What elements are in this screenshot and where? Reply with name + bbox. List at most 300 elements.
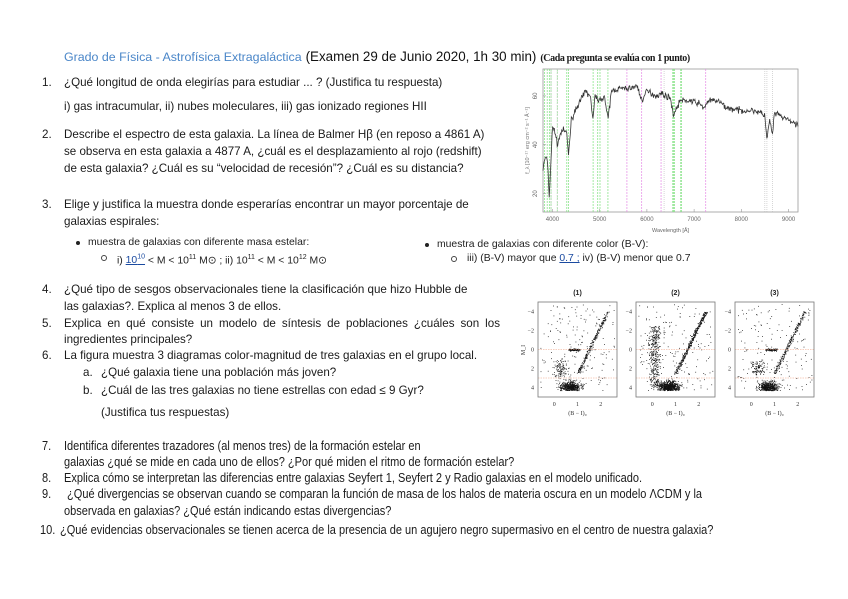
star-point xyxy=(771,351,772,352)
star-point xyxy=(787,345,788,346)
star-point xyxy=(565,385,566,386)
star-point xyxy=(568,374,569,375)
star-point xyxy=(659,360,660,361)
star-point xyxy=(760,370,761,371)
star-point xyxy=(810,382,811,383)
question-7-text: Identifica diferentes trazadores (al menos tres) de la formación estelar en xyxy=(64,438,421,453)
question-10-text: ¿Qué evidencias observacionales se tienen acerca de la presencia de un agujero negro supermasivo en el centro de nuestra galaxia? xyxy=(60,522,714,537)
star-point xyxy=(679,348,680,349)
star-point xyxy=(684,354,685,355)
star-point xyxy=(582,364,583,365)
star-point xyxy=(767,364,768,365)
star-point xyxy=(579,390,580,391)
star-point xyxy=(661,389,662,390)
star-point xyxy=(767,369,768,370)
star-point xyxy=(647,368,648,369)
star-point xyxy=(653,353,654,354)
star-point xyxy=(695,333,696,334)
star-point xyxy=(582,342,583,343)
star-point xyxy=(566,368,567,369)
star-point xyxy=(602,326,603,327)
star-point xyxy=(649,340,650,341)
star-point xyxy=(746,313,747,314)
star-point xyxy=(607,384,608,385)
star-point xyxy=(791,337,792,338)
question-8-text: Explica cómo se interpretan las diferencias entre galaxias Seyfert 1, Seyfert 2 y Radio galaxias en el modelo unificado. xyxy=(64,470,643,485)
star-point xyxy=(680,369,681,370)
star-point xyxy=(564,385,565,386)
star-point xyxy=(577,350,578,351)
star-point xyxy=(656,359,657,360)
star-point xyxy=(701,388,702,389)
star-point xyxy=(662,390,663,391)
star-point xyxy=(756,386,757,387)
star-point xyxy=(763,389,764,390)
star-point xyxy=(791,341,792,342)
star-point xyxy=(650,352,651,353)
star-point xyxy=(680,385,681,386)
star-point xyxy=(666,385,667,386)
star-point xyxy=(703,320,704,321)
star-point xyxy=(659,338,660,339)
star-point xyxy=(563,384,564,385)
star-point xyxy=(656,317,657,318)
star-point xyxy=(640,357,641,358)
star-point xyxy=(652,364,653,365)
star-point xyxy=(587,355,588,356)
star-point xyxy=(660,384,661,385)
star-point xyxy=(574,385,575,386)
star-point xyxy=(574,390,575,391)
star-point xyxy=(767,387,768,388)
star-point xyxy=(757,382,758,383)
star-point xyxy=(759,366,760,367)
star-point xyxy=(781,363,782,364)
star-point xyxy=(682,307,683,308)
star-point xyxy=(656,365,657,366)
star-point xyxy=(677,388,678,389)
star-point xyxy=(696,330,697,331)
star-point xyxy=(654,342,655,343)
star-point xyxy=(590,350,591,351)
star-point xyxy=(660,362,661,363)
star-point xyxy=(653,384,654,385)
star-point xyxy=(690,341,691,342)
star-point xyxy=(677,309,678,310)
star-point xyxy=(593,347,594,348)
star-point xyxy=(793,336,794,337)
star-point xyxy=(778,389,779,390)
star-point xyxy=(778,364,779,365)
star-point xyxy=(607,313,608,314)
star-point xyxy=(763,388,764,389)
star-point xyxy=(701,320,702,321)
star-point xyxy=(780,390,781,391)
star-point xyxy=(571,347,572,348)
star-point xyxy=(561,385,562,386)
star-point xyxy=(680,362,681,363)
star-point xyxy=(771,381,772,382)
star-point xyxy=(653,341,654,342)
star-point xyxy=(676,371,677,372)
star-point xyxy=(561,374,562,375)
star-point xyxy=(782,385,783,386)
color-magnitude-diagrams xyxy=(505,282,820,422)
star-point xyxy=(699,322,700,323)
star-point xyxy=(669,389,670,390)
star-point xyxy=(598,379,599,380)
star-point xyxy=(655,336,656,337)
star-point xyxy=(667,383,668,384)
star-point xyxy=(774,350,775,351)
x-tick-label: 0 xyxy=(552,402,556,408)
star-point xyxy=(706,313,707,314)
star-point xyxy=(558,364,559,365)
star-point xyxy=(563,389,564,390)
star-point xyxy=(664,337,665,338)
star-point xyxy=(693,339,694,340)
star-point xyxy=(593,345,594,346)
star-point xyxy=(659,385,660,386)
star-point xyxy=(684,372,685,373)
star-point xyxy=(656,335,657,336)
star-point xyxy=(655,352,656,353)
star-point xyxy=(756,374,757,375)
star-point xyxy=(676,372,677,373)
y-tick-label: −2 xyxy=(724,328,731,335)
star-point xyxy=(663,385,664,386)
star-point xyxy=(578,351,579,352)
star-point xyxy=(657,346,658,347)
star-point xyxy=(659,384,660,385)
star-point xyxy=(787,385,788,386)
star-point xyxy=(573,382,574,383)
star-point xyxy=(571,389,572,390)
star-point xyxy=(678,368,679,369)
star-point xyxy=(701,385,702,386)
star-point xyxy=(653,370,654,371)
star-point xyxy=(695,331,696,332)
question-number: 7. xyxy=(42,438,52,453)
star-point xyxy=(560,390,561,391)
star-point xyxy=(583,372,584,373)
star-point xyxy=(708,345,709,346)
star-point xyxy=(558,380,559,381)
star-point xyxy=(662,389,663,390)
star-point xyxy=(577,388,578,389)
star-point xyxy=(577,373,578,374)
star-point xyxy=(662,386,663,387)
star-point xyxy=(671,384,672,385)
star-point xyxy=(666,322,667,323)
star-point xyxy=(560,378,561,379)
star-point xyxy=(659,331,660,332)
star-point xyxy=(657,372,658,373)
star-point xyxy=(691,341,692,342)
star-point xyxy=(657,365,658,366)
star-point xyxy=(661,388,662,389)
star-point xyxy=(657,380,658,381)
star-point xyxy=(769,385,770,386)
star-point xyxy=(759,385,760,386)
star-point xyxy=(679,368,680,369)
star-point xyxy=(656,382,657,383)
star-point xyxy=(655,330,656,331)
star-point xyxy=(660,382,661,383)
star-point xyxy=(651,357,652,358)
sub-bullet-icon xyxy=(451,256,457,262)
star-point xyxy=(652,373,653,374)
star-point xyxy=(756,314,757,315)
star-point xyxy=(559,376,560,377)
bullet-icon xyxy=(425,243,429,247)
star-point xyxy=(640,350,641,351)
star-point xyxy=(576,316,577,317)
star-point xyxy=(596,317,597,318)
star-point xyxy=(811,359,812,360)
star-point xyxy=(578,384,579,385)
star-point xyxy=(694,389,695,390)
star-point xyxy=(692,384,693,385)
star-point xyxy=(600,325,601,326)
star-point xyxy=(758,386,759,387)
star-point xyxy=(658,388,659,389)
star-point xyxy=(793,334,794,335)
star-point xyxy=(590,349,591,350)
star-point xyxy=(642,364,643,365)
star-point xyxy=(656,352,657,353)
star-point xyxy=(668,390,669,391)
star-point xyxy=(653,307,654,308)
star-point xyxy=(597,330,598,331)
star-point xyxy=(648,343,649,344)
star-point xyxy=(641,336,642,337)
star-point xyxy=(682,334,683,335)
star-point xyxy=(606,354,607,355)
star-point xyxy=(756,388,757,389)
star-point xyxy=(782,356,783,357)
star-point xyxy=(578,388,579,389)
star-point xyxy=(738,329,739,330)
star-point xyxy=(588,352,589,353)
star-point xyxy=(577,330,578,331)
star-point xyxy=(792,341,793,342)
star-point xyxy=(787,361,788,362)
star-point xyxy=(679,363,680,364)
star-point xyxy=(558,361,559,362)
star-point xyxy=(806,384,807,385)
star-point xyxy=(798,328,799,329)
star-point xyxy=(648,344,649,345)
star-point xyxy=(706,314,707,315)
star-point xyxy=(655,369,656,370)
star-point xyxy=(784,388,785,389)
star-point xyxy=(676,367,677,368)
star-point xyxy=(676,363,677,364)
star-point xyxy=(679,369,680,370)
star-point xyxy=(605,317,606,318)
star-point xyxy=(563,367,564,368)
star-point xyxy=(591,346,592,347)
star-point xyxy=(566,369,567,370)
star-point xyxy=(581,367,582,368)
star-point xyxy=(665,389,666,390)
star-point xyxy=(569,386,570,387)
star-point xyxy=(584,360,585,361)
star-point xyxy=(741,332,742,333)
star-point xyxy=(567,382,568,383)
star-point xyxy=(673,356,674,357)
star-point xyxy=(789,389,790,390)
star-point xyxy=(707,334,708,335)
star-point xyxy=(675,356,676,357)
star-point xyxy=(656,385,657,386)
star-point xyxy=(694,334,695,335)
star-point xyxy=(746,350,747,351)
star-point xyxy=(747,373,748,374)
star-point xyxy=(692,352,693,353)
star-point xyxy=(776,381,777,382)
star-point xyxy=(654,386,655,387)
star-point xyxy=(551,324,552,325)
star-point xyxy=(809,314,810,315)
star-point xyxy=(767,323,768,324)
star-point xyxy=(798,323,799,324)
star-point xyxy=(777,384,778,385)
star-point xyxy=(599,324,600,325)
star-point xyxy=(671,387,672,388)
star-point xyxy=(651,388,652,389)
star-point xyxy=(805,313,806,314)
star-point xyxy=(565,390,566,391)
sub-bullet-icon xyxy=(101,255,107,261)
star-point xyxy=(685,357,686,358)
star-point xyxy=(649,359,650,360)
star-point xyxy=(559,383,560,384)
star-point xyxy=(582,336,583,337)
star-point xyxy=(669,381,670,382)
star-point xyxy=(761,365,762,366)
star-point xyxy=(559,367,560,368)
star-point xyxy=(583,363,584,364)
star-point xyxy=(779,368,780,369)
star-point xyxy=(788,371,789,372)
star-point xyxy=(764,371,765,372)
star-point xyxy=(793,332,794,333)
star-point xyxy=(575,381,576,382)
star-point xyxy=(682,359,683,360)
star-point xyxy=(761,366,762,367)
star-point xyxy=(800,318,801,319)
star-point xyxy=(649,364,650,365)
star-point xyxy=(655,339,656,340)
star-point xyxy=(597,336,598,337)
star-point xyxy=(588,366,589,367)
star-point xyxy=(745,381,746,382)
star-point xyxy=(649,338,650,339)
star-point xyxy=(763,374,764,375)
star-point xyxy=(554,374,555,375)
star-point xyxy=(663,389,664,390)
star-point xyxy=(657,359,658,360)
star-point xyxy=(602,323,603,324)
star-point xyxy=(688,349,689,350)
star-point xyxy=(763,381,764,382)
star-point xyxy=(558,330,559,331)
star-point xyxy=(572,307,573,308)
star-point xyxy=(812,375,813,376)
star-point xyxy=(584,384,585,385)
star-point xyxy=(671,382,672,383)
star-point xyxy=(766,351,767,352)
star-point xyxy=(649,345,650,346)
star-point xyxy=(613,370,614,371)
star-point xyxy=(689,374,690,375)
star-point xyxy=(783,358,784,359)
star-point xyxy=(658,374,659,375)
star-point xyxy=(676,370,677,371)
star-point xyxy=(604,352,605,353)
star-point xyxy=(595,337,596,338)
star-point xyxy=(783,354,784,355)
x-tick-label: 4000 xyxy=(545,217,560,223)
star-point xyxy=(790,341,791,342)
star-point xyxy=(655,377,656,378)
star-point xyxy=(792,340,793,341)
star-point xyxy=(561,389,562,390)
star-point xyxy=(657,384,658,385)
panel-title: (1) xyxy=(573,290,582,297)
star-point xyxy=(655,344,656,345)
star-point xyxy=(599,329,600,330)
star-point xyxy=(585,322,586,323)
star-point xyxy=(701,343,702,344)
star-point xyxy=(654,382,655,383)
star-point xyxy=(756,390,757,391)
star-point xyxy=(795,329,796,330)
x-tick-label: 6000 xyxy=(640,217,654,223)
star-point xyxy=(698,326,699,327)
star-point xyxy=(787,366,788,367)
star-point xyxy=(658,367,659,368)
star-point xyxy=(752,362,753,363)
star-point xyxy=(684,305,685,306)
star-point xyxy=(658,347,659,348)
star-point xyxy=(675,384,676,385)
star-point xyxy=(757,371,758,372)
star-point xyxy=(696,328,697,329)
star-point xyxy=(694,335,695,336)
star-point xyxy=(600,380,601,381)
star-point xyxy=(563,365,564,366)
star-point xyxy=(582,385,583,386)
star-point xyxy=(565,387,566,388)
y-tick-label: −4 xyxy=(724,309,731,316)
star-point xyxy=(554,343,555,344)
star-point xyxy=(606,358,607,359)
star-point xyxy=(570,388,571,389)
star-point xyxy=(685,363,686,364)
question-number: 2. xyxy=(42,128,52,141)
star-point xyxy=(672,386,673,387)
star-point xyxy=(671,322,672,323)
star-point xyxy=(674,381,675,382)
star-point xyxy=(568,361,569,362)
star-point xyxy=(652,380,653,381)
star-point xyxy=(773,385,774,386)
star-point xyxy=(663,382,664,383)
star-point xyxy=(769,382,770,383)
